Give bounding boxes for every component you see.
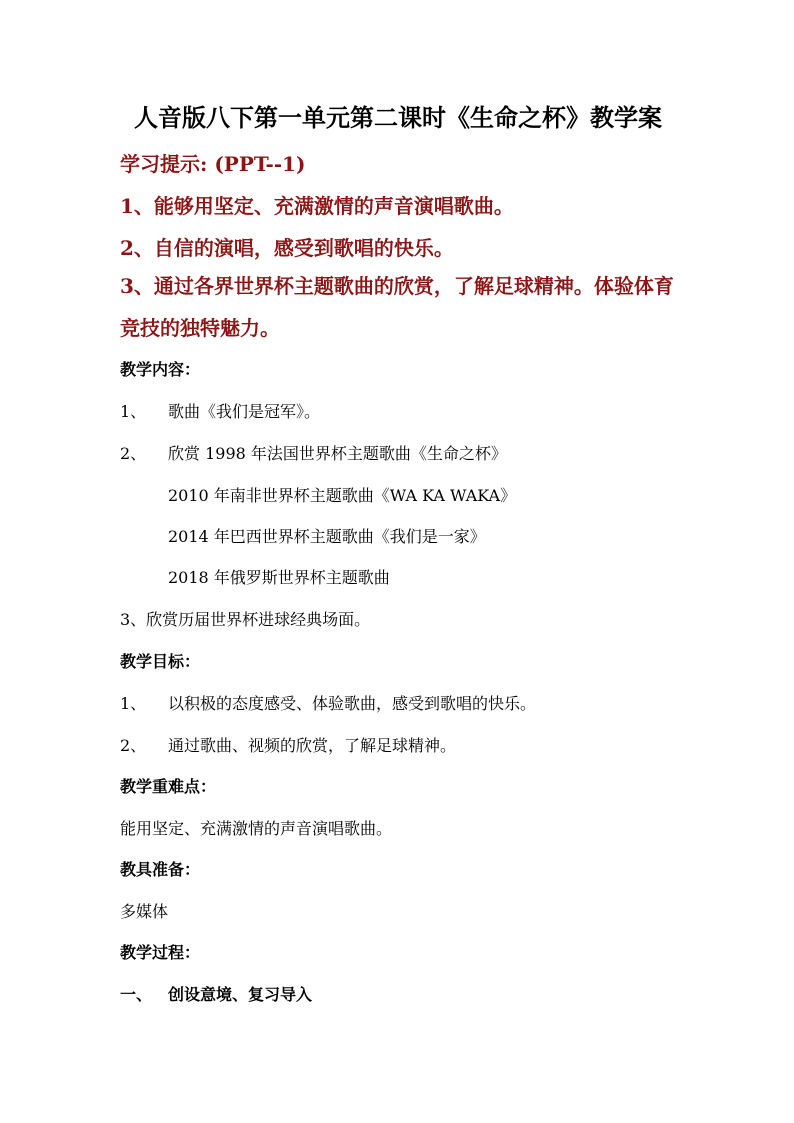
learning-tip-3: 3、通过各界世界杯主题歌曲的欣赏，了解足球精神。体验体育竞技的独特魅力。 (120, 274, 674, 340)
goal-item-1 (120, 691, 536, 714)
learning-tip-2: 2、自信的演唱，感受到歌唱的快乐。 (120, 236, 454, 260)
teaching-process-heading: 教学过程： (120, 943, 201, 962)
content-item-1-text: 歌曲《我们是冠军》。 (168, 402, 321, 421)
key-points-heading: 教学重难点： (120, 777, 217, 796)
goal-item-2 (120, 733, 456, 756)
teaching-content-heading: 教学内容： (120, 360, 201, 379)
goal-item-2-number: 2、 (120, 736, 147, 755)
process-step-1 (120, 982, 312, 1005)
content-item-1-number: 1、 (120, 402, 147, 421)
learning-tip-1: 1、能够用坚定、充满激情的声音演唱歌曲。 (120, 194, 514, 218)
content-sub-item-2018: 2018 年俄罗斯世界杯主题歌曲 (168, 568, 390, 587)
goal-item-2-text: 通过歌曲、视频的欣赏，了解足球精神。 (168, 736, 457, 755)
process-step-1-text: 创设意境、复习导入 (168, 985, 313, 1004)
learning-tips-heading: 学习提示: (PPT--1) (120, 152, 306, 176)
content-item-1 (120, 399, 320, 422)
key-points-text: 能用坚定、充满激情的声音演唱歌曲。 (120, 819, 393, 838)
teaching-tools-heading: 教具准备： (120, 860, 201, 879)
goal-item-1-text: 以积极的态度感受、体验歌曲，感受到歌唱的快乐。 (168, 694, 537, 713)
content-item-3: 3、欣赏历届世界杯进球经典场面。 (120, 610, 371, 629)
content-sub-item-2010: 2010 年南非世界杯主题歌曲《WA KA WAKA》 (168, 486, 517, 505)
content-item-2-text: 欣赏 1998 年法国世界杯主题歌曲《生命之杯》 (168, 444, 507, 463)
content-sub-item-2014: 2014 年巴西世界杯主题歌曲《我们是一家》 (168, 527, 486, 546)
content-item-2 (120, 441, 507, 464)
content-item-2-number: 2、 (120, 444, 147, 463)
teaching-tools-text: 多媒体 (120, 902, 169, 921)
document-title: 人音版八下第一单元第二课时《生命之杯》教学案 (134, 103, 662, 132)
teaching-goals-heading: 教学目标： (120, 652, 201, 671)
process-step-1-number: 一、 (120, 985, 153, 1004)
goal-item-1-number: 1、 (120, 694, 147, 713)
